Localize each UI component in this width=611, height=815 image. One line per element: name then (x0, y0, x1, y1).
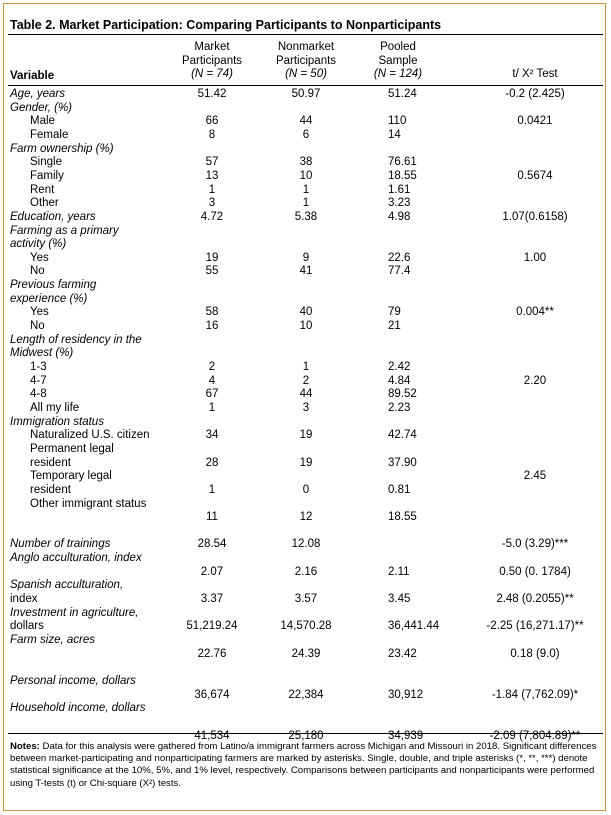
table-row (0, 388, 611, 402)
cell-pooled-sample: 76.61 (388, 156, 417, 169)
row-label: Investment in agriculture, (10, 606, 139, 619)
header-mp-line3: (N = 74) (191, 68, 233, 80)
cell-pooled-sample: 34,939 (388, 729, 424, 742)
cell-pooled-sample: 89.52 (388, 388, 417, 401)
row-label: 1-3 (30, 361, 47, 373)
table-row (0, 402, 611, 416)
row-label: Other immigrant status (30, 497, 147, 510)
row-label: Immigration status (10, 415, 104, 428)
cell-test: 2.45 (523, 470, 547, 483)
header-nm-line3: (N = 50) (285, 68, 327, 80)
cell-pooled-sample: 0.81 (388, 483, 411, 496)
row-label: Yes (30, 306, 49, 319)
cell-nonmarket-participants: 0 (302, 483, 310, 496)
cell-market-participants: 4 (208, 374, 216, 387)
cell-pooled-sample: 14 (388, 128, 401, 141)
row-label: All my life (30, 401, 80, 414)
row-label: Family (30, 169, 64, 182)
cell-market-participants: 55 (205, 265, 219, 278)
cell-pooled-sample: 2.23 (388, 401, 411, 414)
cell-test: 0.004** (516, 306, 554, 319)
cell-market-participants: 3 (208, 197, 216, 210)
table-row (0, 211, 611, 225)
header-pool-line1: Pooled (380, 41, 416, 53)
row-label: resident (30, 456, 71, 469)
row-label: No (30, 265, 45, 278)
table-row (0, 320, 611, 334)
cell-pooled-sample: 36,441.44 (388, 620, 440, 633)
table-row (0, 129, 611, 143)
cell-pooled-sample: 18.55 (388, 169, 417, 182)
table-row (0, 416, 611, 430)
table-row (0, 661, 611, 675)
cell-nonmarket-participants: 40 (299, 306, 313, 319)
cell-pooled-sample: 2.11 (388, 565, 410, 578)
table-notes (10, 741, 600, 790)
cell-test: 0.0421 (517, 115, 553, 128)
table-row (0, 607, 611, 621)
row-label: Midwest (%) (10, 347, 74, 360)
cell-pooled-sample: 3.45 (388, 593, 411, 606)
table-row (0, 470, 611, 484)
cell-nonmarket-participants: 12.08 (291, 538, 321, 551)
header-rule (8, 85, 603, 86)
header-pool-line3: (N = 124) (373, 68, 423, 80)
cell-test: 0.18 (9.0) (510, 647, 560, 660)
row-label: activity (%) (10, 238, 67, 251)
row-label: Other (30, 197, 59, 210)
row-label: Permanent legal (30, 442, 114, 455)
cell-market-participants: 22.76 (197, 647, 227, 660)
row-label: Number of trainings (10, 538, 111, 551)
row-label: 4-8 (30, 388, 47, 401)
cell-pooled-sample: 51.24 (388, 88, 417, 100)
row-label: Spanish acculturation, (10, 579, 124, 592)
cell-market-participants: 36,674 (194, 688, 230, 701)
table-row (0, 538, 611, 552)
table-row (0, 702, 611, 716)
cell-nonmarket-participants: 1 (302, 197, 310, 210)
table-row (0, 115, 611, 129)
table-row (0, 156, 611, 170)
cell-nonmarket-participants: 38 (299, 156, 313, 169)
table-row (0, 429, 611, 443)
cell-pooled-sample: 79 (388, 306, 401, 319)
table-row (0, 593, 611, 607)
row-label: Yes (30, 251, 49, 264)
row-label: Farming as a primary (10, 224, 119, 237)
cell-test: -5.0 (3.29)*** (501, 538, 569, 551)
cell-market-participants: 66 (205, 115, 219, 128)
cell-test: -1.84 (7,762.09)* (491, 688, 579, 701)
header-pooled-sample (358, 41, 438, 82)
table-row (0, 484, 611, 498)
cell-market-participants: 3.37 (200, 593, 224, 606)
row-label: Length of residency in the (10, 333, 142, 346)
cell-pooled-sample: 30,912 (388, 688, 424, 701)
cell-pooled-sample: 18.55 (388, 511, 417, 524)
cell-pooled-sample: 22.6 (388, 251, 411, 264)
cell-test: 1.07(0.6158) (502, 210, 568, 223)
cell-market-participants: 4.72 (200, 210, 224, 223)
table-row (0, 689, 611, 703)
cell-market-participants: 67 (205, 388, 219, 401)
cell-pooled-sample: 21 (388, 320, 401, 333)
cell-test: 2.48 (0.2055)** (496, 593, 574, 606)
bottom-rule (8, 733, 603, 734)
cell-pooled-sample: 110 (388, 115, 407, 128)
cell-nonmarket-participants: 6 (302, 128, 310, 141)
row-label: Age, years (10, 88, 65, 100)
header-variable: Variable (10, 70, 55, 82)
cell-market-participants: 1 (208, 483, 216, 496)
table-row (0, 511, 611, 525)
cell-nonmarket-participants: 41 (299, 265, 313, 278)
header-pool-line2: Sample (378, 54, 418, 67)
cell-market-participants: 2.07 (200, 565, 224, 578)
cell-market-participants: 1 (208, 401, 216, 414)
table-row (0, 675, 611, 689)
cell-nonmarket-participants: 19 (299, 456, 313, 469)
cell-market-participants: 28 (205, 456, 219, 469)
row-label: No (30, 320, 45, 333)
cell-market-participants: 34 (205, 429, 219, 442)
row-label: Anglo acculturation, index (10, 552, 142, 565)
table-row (0, 225, 611, 239)
cell-nonmarket-participants: 2.16 (294, 565, 318, 578)
cell-market-participants: 28.54 (197, 538, 227, 551)
table-row (0, 634, 611, 648)
cell-nonmarket-participants: 44 (299, 388, 313, 401)
table-row (0, 361, 611, 375)
table-row (0, 498, 611, 512)
table-row (0, 375, 611, 389)
cell-market-participants: 2 (208, 361, 216, 373)
table-row (0, 347, 611, 361)
cell-market-participants: 58 (205, 306, 219, 319)
table-row (0, 306, 611, 320)
cell-pooled-sample: 77.4 (388, 265, 411, 278)
header-nonmarket-participants (266, 41, 346, 82)
cell-nonmarket-participants: 2 (302, 374, 310, 387)
table-row (0, 88, 611, 102)
cell-market-participants: 1 (208, 183, 216, 196)
row-label: Temporary legal (30, 470, 112, 483)
cell-nonmarket-participants: 19 (299, 429, 313, 442)
cell-market-participants: 19 (205, 251, 219, 264)
table-row (0, 170, 611, 184)
table-row (0, 443, 611, 457)
cell-nonmarket-participants: 12 (299, 511, 313, 524)
table-row (0, 279, 611, 293)
cell-test: 2.20 (523, 374, 547, 387)
header-nm-line1: Nonmarket (277, 41, 335, 53)
table-row (0, 566, 611, 580)
cell-nonmarket-participants: 3.57 (294, 593, 318, 606)
cell-test: 1.00 (523, 251, 547, 264)
cell-test: 0.50 (0. 1784) (499, 565, 571, 578)
row-label: index (10, 593, 38, 606)
cell-pooled-sample: 4.84 (388, 374, 411, 387)
row-label: dollars (10, 620, 44, 633)
cell-market-participants: 8 (208, 128, 216, 141)
row-label: Naturalized U.S. citizen (30, 429, 150, 442)
table-row (0, 238, 611, 252)
row-label: 4-7 (30, 374, 47, 387)
cell-market-participants: 51.42 (197, 88, 227, 100)
table-row (0, 552, 611, 566)
row-label: Rent (30, 183, 55, 196)
table-row (0, 184, 611, 198)
cell-nonmarket-participants: 10 (299, 320, 313, 333)
cell-nonmarket-participants: 25,180 (288, 729, 324, 742)
table-row (0, 579, 611, 593)
cell-test: -2.25 (16,271.17)** (486, 620, 584, 633)
cell-test: -0.2 (2.425) (505, 88, 565, 100)
cell-pooled-sample: 42.74 (388, 429, 417, 442)
table-row (0, 648, 611, 662)
cell-test: -2.09 (7,804.89)** (489, 729, 581, 742)
table-row (0, 265, 611, 279)
cell-nonmarket-participants: 10 (299, 169, 313, 182)
table-title: Table 2. Market Participation: Comparing Participants to Nonparticipants (10, 18, 442, 32)
row-label: Male (30, 115, 55, 128)
cell-pooled-sample: 4.98 (388, 210, 411, 223)
row-label: resident (30, 483, 71, 496)
row-label: Farm ownership (%) (10, 142, 114, 155)
row-label: Farm size, acres (10, 634, 95, 646)
table-row (0, 457, 611, 471)
row-label: Household income, dollars (10, 702, 146, 715)
cell-nonmarket-participants: 22,384 (288, 688, 324, 701)
cell-nonmarket-participants: 5.38 (294, 210, 318, 223)
cell-pooled-sample: 3.23 (388, 197, 411, 210)
row-label: Education, years (10, 210, 96, 223)
notes-text: Data for this analysis were gathered from Latino/a immigrant farmers across Michigan and Missouri in 2018. Significant differences between market-participating and nonparticipating farmers are marked by asterisks. Single, double, and triple asterisks (*, **, ***) denote statistical significance at the 10%, 5%, and 1% level, respectively. Comparisons between participants and nonparticipants were performed using T-tests (t) or Chi-square (X²) tests. (10, 741, 597, 789)
cell-pooled-sample: 23.42 (388, 647, 417, 660)
table-row (0, 716, 611, 730)
notes-label: Notes: (10, 741, 40, 752)
cell-nonmarket-participants: 44 (299, 115, 313, 128)
cell-test: 0.5674 (517, 169, 553, 182)
cell-pooled-sample: 2.42 (388, 361, 411, 373)
cell-pooled-sample: 1.61 (388, 183, 411, 196)
table-row (0, 143, 611, 157)
table-row (0, 102, 611, 116)
row-label: Personal income, dollars (10, 674, 136, 687)
table-row (0, 525, 611, 539)
cell-market-participants: 57 (205, 156, 219, 169)
cell-nonmarket-participants: 3 (302, 401, 310, 414)
cell-market-participants: 11 (206, 511, 218, 524)
cell-nonmarket-participants: 14,570.28 (280, 620, 332, 633)
cell-nonmarket-participants: 1 (302, 361, 310, 373)
cell-market-participants: 13 (205, 169, 219, 182)
row-label: Female (30, 128, 69, 141)
cell-nonmarket-participants: 50.97 (291, 88, 321, 100)
table-row (0, 334, 611, 348)
row-label: experience (%) (10, 292, 88, 305)
cell-market-participants: 51,219.24 (186, 620, 238, 633)
header-test: t/ X² Test (512, 68, 558, 80)
table-row (0, 197, 611, 211)
cell-market-participants: 16 (205, 320, 219, 333)
row-label: Single (30, 156, 62, 169)
row-label: Gender, (%) (10, 101, 72, 114)
row-label: Previous farming (10, 279, 97, 292)
header-mp-line1: Market (194, 41, 230, 53)
cell-market-participants: 41,534 (194, 729, 230, 742)
cell-nonmarket-participants: 24.39 (291, 647, 321, 660)
top-rule (8, 34, 603, 35)
cell-pooled-sample: 37.90 (388, 456, 417, 469)
cell-nonmarket-participants: 9 (302, 251, 310, 264)
header-nm-line2: Participants (275, 54, 337, 67)
header-market-participants (172, 41, 252, 82)
table-row (0, 252, 611, 266)
cell-nonmarket-participants: 1 (302, 183, 310, 196)
table-row (0, 293, 611, 307)
table-row (0, 620, 611, 634)
header-mp-line2: Participants (181, 54, 243, 67)
